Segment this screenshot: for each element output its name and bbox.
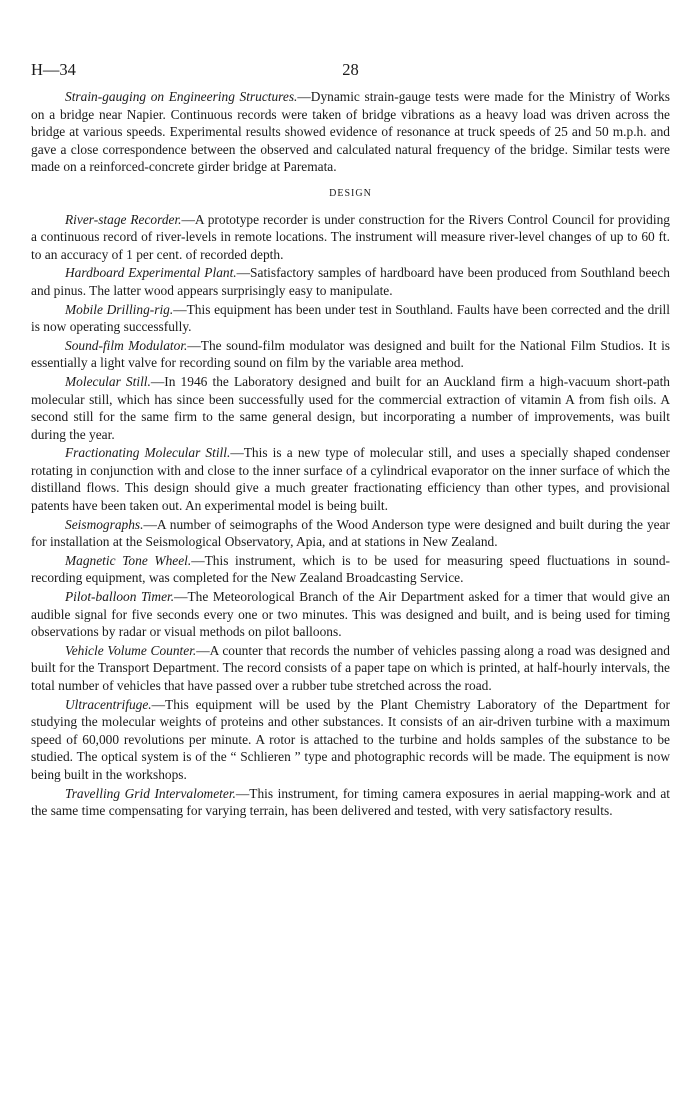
paragraph-seismographs [31, 516, 670, 551]
runin-title: Fractionating Molecular Still. [65, 445, 231, 461]
body-text [31, 88, 670, 820]
paragraph-text: —The Meteorological Branch of the Air Department asked for a timer that would give an audible signal for five seconds every one or two minutes. This was designed and built, and is being used for timing observations by radar or visual methods on pilot balloons. [31, 589, 670, 640]
paragraph-text: —This equipment will be used by the Plant Chemistry Laboratory of the Department for studying the molecular weights of proteins and other substances. It consists of an air-driven turbine with a maximum speed of 60,000 revolutions per minute. A rotor is attached to the turbine and holds samples of the substance to be studied. The optical system is of the “ Schlieren ” type and photographic records will be made. The equipment is now being built in the workshops. [31, 696, 670, 782]
paragraph-text: —This equipment has been under test in Southland. Faults have been corrected and the drill is now operating successfully. [31, 301, 670, 335]
running-head [31, 60, 670, 88]
runin-title: Pilot-balloon Timer. [65, 589, 175, 605]
paragraph-text: —Satisfactory samples of hardboard have been produced from Southland beech and pinus. The latter wood appears surprisingly easy to manipulate. [31, 265, 670, 298]
paragraph-text: —Dynamic strain-gauge tests were made for the Ministry of Works on a bridge near Napier. Continuous records were taken of bridge vibrations as a heavy load was driven across the bridge at various speeds. Experimental results showed evidence of resonance at truck speeds of 25 and 50 m.p.h. and gave a close correspondence between the observed and calculated natural frequency of the bridge. Similar tests were made on a reinforced-concrete girder bridge at Paremata. [31, 89, 670, 175]
runin-title: Ultracentrifuge. [65, 696, 152, 712]
paragraph-text: —In 1946 the Laboratory designed and built for an Auckland firm a high-vacuum short-path molecular still, which has since been successfully used for the commercial extraction of vitamin A from fish oils. A second still for the same firm to the same general design, but incorporating a number of improvements, was built during the year. [31, 373, 670, 442]
runin-title: Vehicle Volume Counter. [65, 642, 197, 658]
runin-title: Sound-film Modulator. [65, 337, 188, 353]
paragraph-text: —A number of seimographs of the Wood Anderson type were designed and built during the year for installation at the Seismological Observatory, Apia, and at stations in New Zealand. [31, 516, 670, 550]
page-number: 28 [342, 60, 359, 79]
runin-title: Seismographs. [65, 516, 144, 532]
paragraph-text: —This instrument, for timing camera exposures in aerial mapping-work and at the same time compensating for varying terrain, has been delivered and tested, with very satisfactory results. [31, 785, 670, 819]
section-heading-design: DESIGN [329, 187, 372, 199]
paragraph-text: —This instrument, which is to be used for measuring speed fluctuations in sound-recording equipment, was completed for the New Zealand Broadcasting Service. [31, 552, 670, 586]
paragraph-pilot-balloon-timer [31, 588, 670, 641]
paragraph-grid-intervalometer [31, 785, 670, 820]
runin-title: Molecular Still. [65, 373, 151, 389]
paragraph-text: —The sound-film modulator was designed and built for the National Film Studios. It is essentially a light valve for recording sound on film by the variable area method. [31, 337, 671, 371]
runin-title: Strain-gauging on Engineering Structures. [65, 89, 298, 104]
paragraph-mobile-drilling-rig [31, 301, 670, 336]
page-id: H—34 [31, 60, 76, 79]
paragraph-molecular-still [31, 373, 670, 443]
paragraph-sound-film-modulator [31, 337, 670, 372]
paragraph-strain-gauging [31, 88, 670, 176]
paragraph-river-stage-recorder [31, 211, 670, 264]
paragraph-hardboard-plant [31, 264, 670, 299]
runin-title: Magnetic Tone Wheel. [65, 552, 192, 568]
runin-title: Travelling Grid Intervalometer. [65, 785, 236, 801]
paragraph-fractionating-still [31, 444, 670, 514]
paragraph-vehicle-volume-counter [31, 642, 670, 695]
runin-title: Hardboard Experimental Plant. [65, 265, 237, 281]
paragraph-text: —A counter that records the number of vehicles passing along a road was designed and built for the Transport Department. The record consists of a paper tape on which is printed, at half-hourly intervals, the total number of vehicles that have passed over a rubber tube stretched across the road. [31, 642, 670, 693]
paragraph-text: —A prototype recorder is under construction for the Rivers Control Council for providing a continuous record of river-levels in remote locations. The instrument will measure river-level changes of up to 60 ft. to an accuracy of 1 per cent. of recorded depth. [31, 211, 670, 262]
runin-title: River-stage Recorder. [65, 211, 182, 227]
paragraph-ultracentrifuge [31, 696, 670, 784]
runin-title: Mobile Drilling-rig. [65, 301, 174, 317]
paragraph-text: —This is a new type of molecular still, and uses a specially shaped condenser rotating in conjunction with and close to the inner surface of a cylindrical evaporator on the inner surface of which the distilland flows. This design should give a much greater fractionating efficiency than other types, and provisional patents have been taken out. An experimental model is being built. [31, 445, 670, 514]
paragraph-magnetic-tone-wheel [31, 552, 670, 587]
